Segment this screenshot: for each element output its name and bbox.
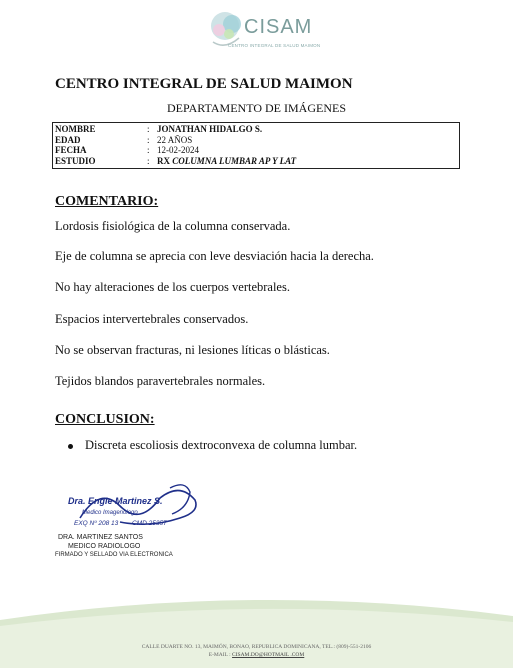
patient-row-date: FECHA : 12-02-2024 bbox=[55, 145, 199, 155]
finding-item: Lordosis fisiológica de la columna conservada. bbox=[55, 219, 291, 233]
finding-item: No se observan fracturas, ni lesiones líticas o blásticas. bbox=[55, 343, 330, 357]
footer-text bbox=[0, 643, 513, 659]
study-prefix: RX bbox=[157, 155, 170, 166]
doctor-name-block bbox=[58, 533, 143, 551]
footer-email-link[interactable]: CISAM.DO@HOTMAIL .COM bbox=[232, 652, 305, 658]
svg-text:CMD 25357: CMD 25357 bbox=[132, 520, 167, 527]
patient-row-name: NOMBRE : JONATHAN HIDALGO S. bbox=[55, 124, 263, 134]
signature-note: FIRMADO Y SELLADO VIA ELECTRONICA bbox=[55, 552, 173, 558]
footer-email-line: E-MAIL : CISAM.DO@HOTMAIL .COM bbox=[208, 652, 305, 658]
org-title: CENTRO INTEGRAL DE SALUD MAIMON bbox=[55, 76, 353, 92]
finding-item: Tejidos blandos paravertebrales normales. bbox=[55, 374, 266, 388]
study-date: 12-02-2024 bbox=[157, 145, 199, 155]
finding-item: No hay alteraciones de los cuerpos vertebrales. bbox=[55, 280, 290, 294]
logo-text: CISAM bbox=[244, 16, 313, 38]
patient-age: 22 AÑOS bbox=[157, 134, 193, 145]
footer-address: CALLE DUARTE NO. 13, MAIMÓN, BONAO, REPUBLICA DOMINICANA, TEL.: (809)-551-2106 bbox=[141, 644, 372, 650]
doctor-title: MEDICO RADIOLOGO bbox=[68, 543, 141, 550]
patient-row-age: EDAD : 22 AÑOS bbox=[55, 134, 193, 145]
svg-text:Medico Imagenólogo: Medico Imagenólogo bbox=[82, 510, 138, 516]
logo-subtitle: CENTRO INTEGRAL DE SALUD MAIMON bbox=[228, 43, 321, 48]
conclusion-heading: CONCLUSION: bbox=[55, 412, 155, 427]
doctor-name: DRA. MARTINEZ SANTOS bbox=[58, 534, 143, 541]
conclusion-item: Discreta escoliosis dextroconvexa de columna lumbar. bbox=[68, 438, 357, 453]
svg-text:EXQ Nº 208 13: EXQ Nº 208 13 bbox=[74, 520, 119, 527]
signature-stamp bbox=[60, 478, 210, 534]
comentario-heading: COMENTARIO: bbox=[55, 194, 159, 209]
finding-item: Espacios intervertebrales conservados. bbox=[55, 312, 249, 326]
patient-name: JONATHAN HIDALGO S. bbox=[157, 124, 263, 134]
study-name: COLUMNA LUMBAR AP Y LAT bbox=[172, 155, 297, 166]
finding-item: Eje de columna se aprecia con leve desviación hacia la derecha. bbox=[55, 249, 374, 263]
bullet-icon bbox=[68, 444, 73, 449]
svg-text:Dra. Engie Martinez S.: Dra. Engie Martinez S. bbox=[68, 496, 163, 506]
patient-info-box bbox=[52, 122, 460, 169]
patient-row-study: ESTUDIO : RX COLUMNA LUMBAR AP Y LAT bbox=[55, 155, 297, 166]
department-title: DEPARTAMENTO DE IMÁGENES bbox=[167, 101, 346, 115]
